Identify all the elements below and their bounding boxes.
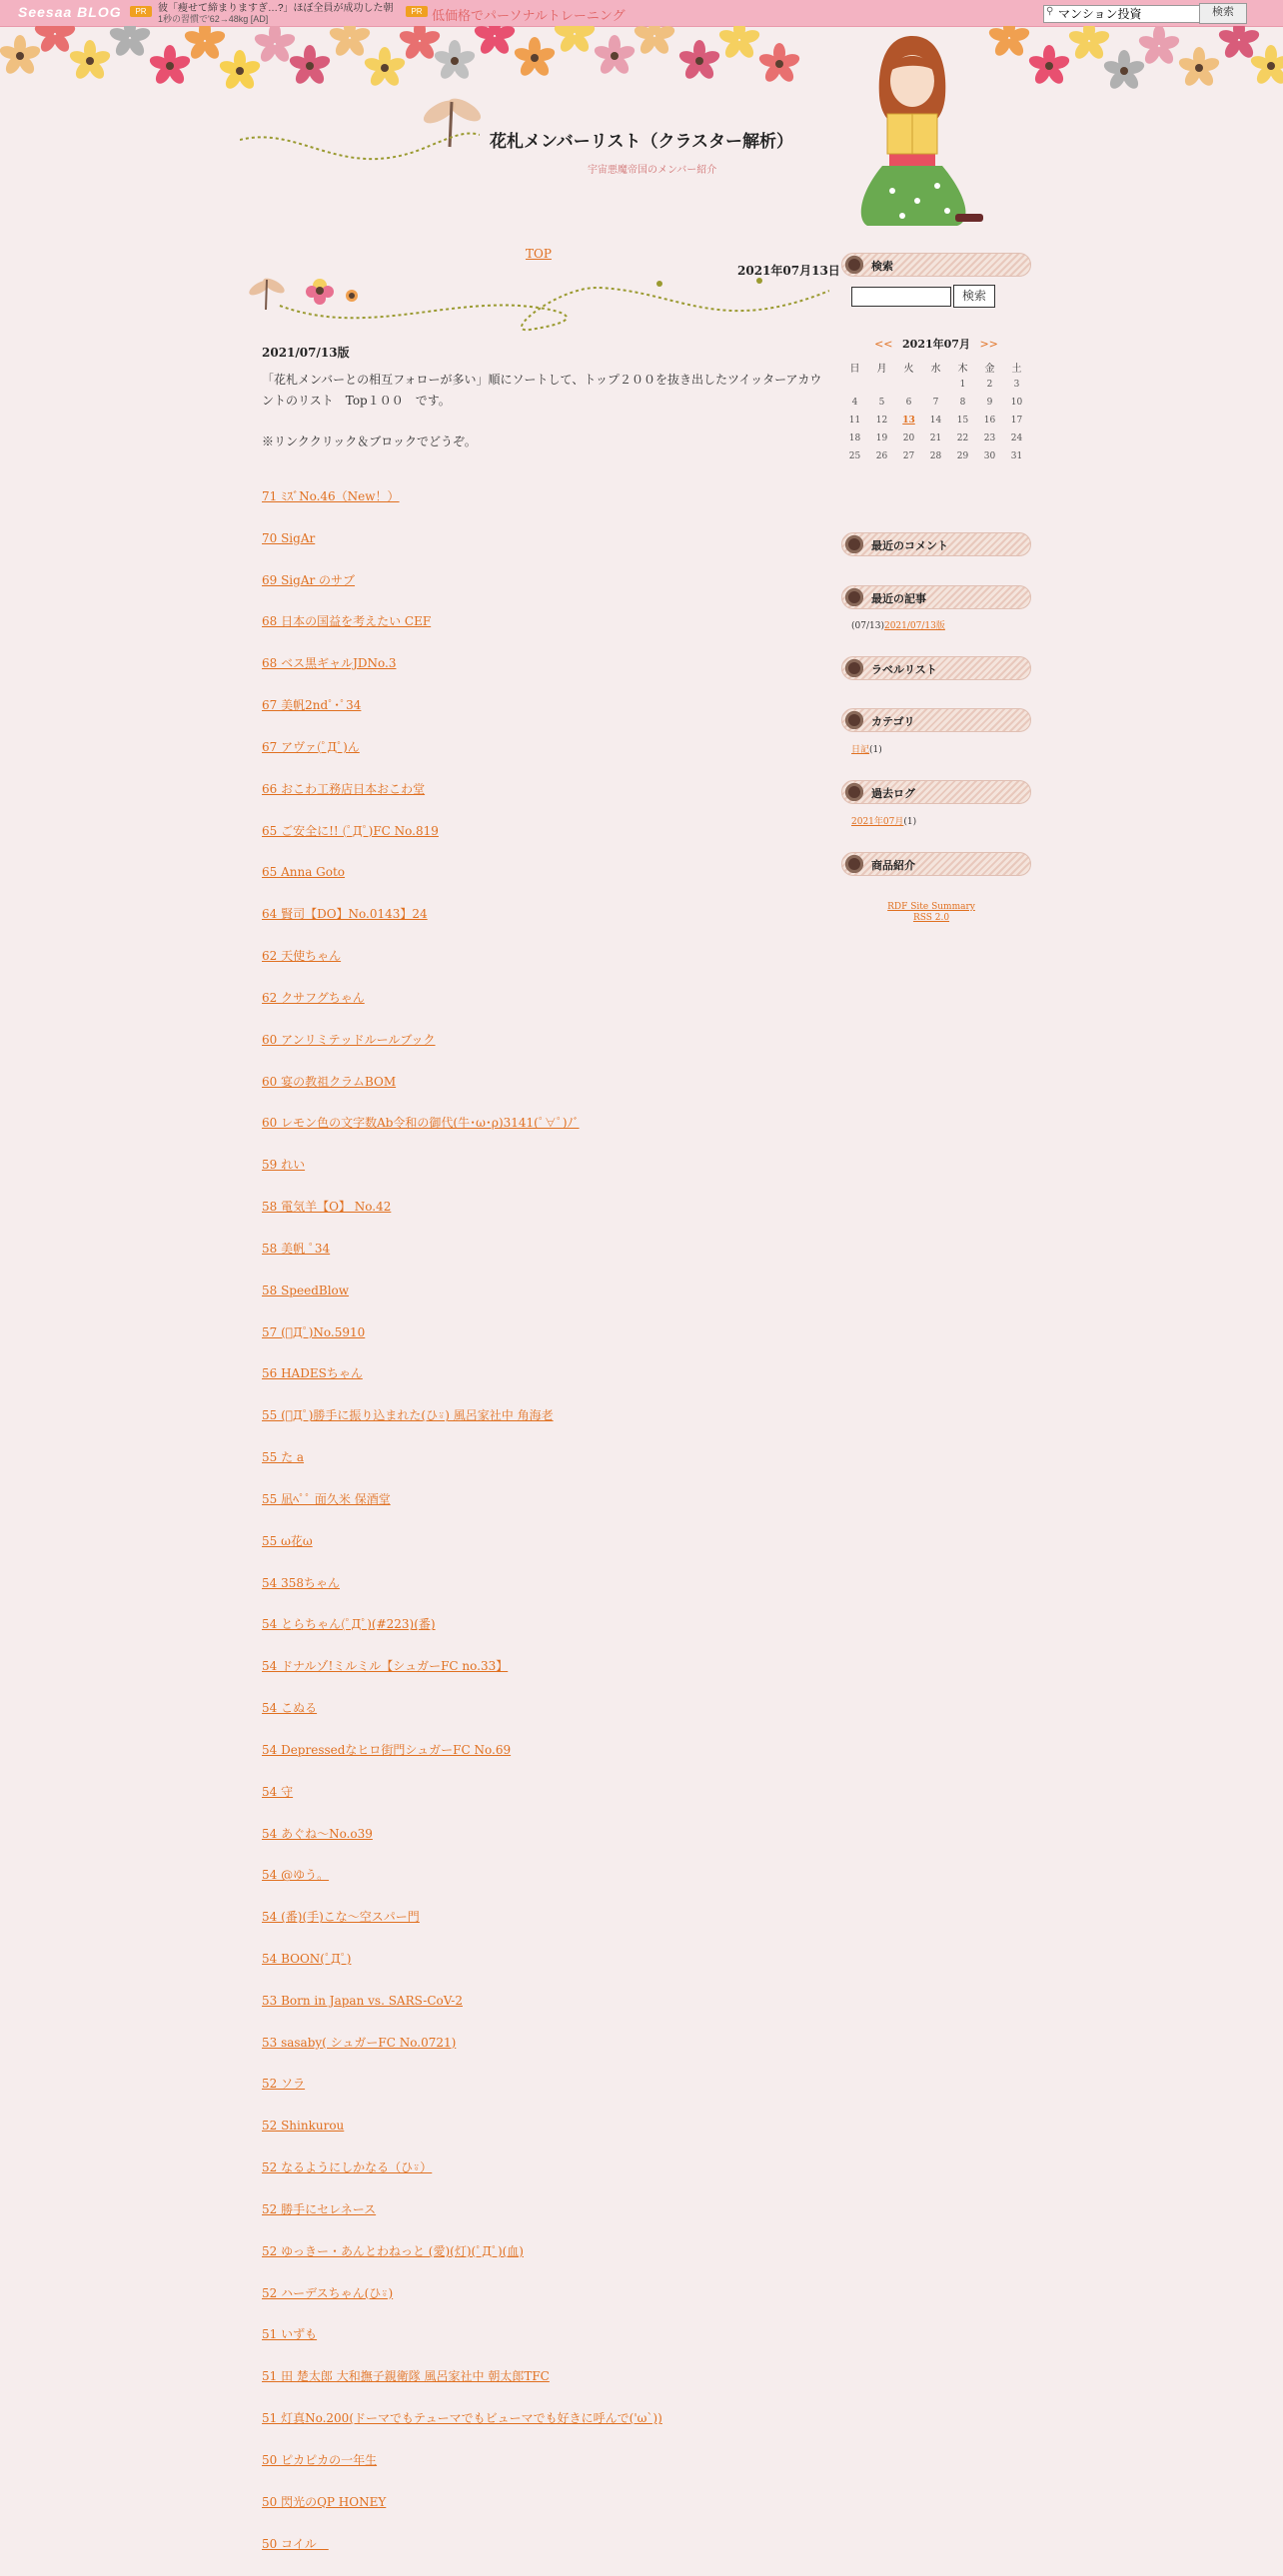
member-account-link[interactable]: 67 美帆2ndﾟ･ﾟ34 xyxy=(262,698,362,713)
member-account-link[interactable]: 54 BOON(ﾟДﾟ) xyxy=(262,1951,352,1966)
member-rank-item xyxy=(262,654,662,696)
member-account-link[interactable]: 62 天使ちゃん xyxy=(262,949,342,964)
calendar-day: 10 xyxy=(1010,398,1023,408)
calendar-day: 4 xyxy=(851,398,858,408)
member-rank-item xyxy=(262,2325,662,2367)
member-account-link[interactable]: 50 閃光のQP HONEY xyxy=(262,2494,387,2509)
member-rank-item xyxy=(262,1825,662,1867)
member-account-link[interactable]: 54 @ゆう。 xyxy=(262,1868,330,1883)
member-rank-item xyxy=(262,1406,662,1448)
calendar-day: 22 xyxy=(956,433,969,443)
calendar-day: 20 xyxy=(902,433,915,443)
bullet-icon xyxy=(845,588,863,606)
member-rank-item xyxy=(262,2451,662,2493)
ad-pr-tag: PR xyxy=(130,6,152,17)
member-account-link[interactable]: 54 こぬる xyxy=(262,1701,318,1716)
member-account-link[interactable]: 71 ﾐｽﾞNo.46（New！） xyxy=(262,489,400,503)
post-instruction-text: ※リンククリック＆ブロックでどうぞ。 xyxy=(262,434,477,448)
member-rank-item xyxy=(262,1031,662,1073)
member-account-link[interactable]: 68 日本の国益を考えたい CEF xyxy=(262,614,432,629)
calendar-week-row xyxy=(841,394,1030,412)
calendar xyxy=(841,358,1030,465)
calendar-header xyxy=(841,336,1031,352)
ad-link-personal-training[interactable]: 低価格でパーソナルトレーニング xyxy=(432,8,626,23)
member-account-link[interactable]: 54 守 xyxy=(262,1784,294,1799)
member-account-link[interactable]: 62 クサフグちゃん xyxy=(262,990,365,1005)
blog-description: 宇宙悪魔帝国のメンバー紹介 xyxy=(588,165,717,176)
member-rank-item xyxy=(262,529,662,571)
member-rank-item xyxy=(262,2409,662,2451)
member-account-link[interactable]: 54 あぐね～No.o39 xyxy=(262,1826,373,1841)
member-rank-item xyxy=(262,1699,662,1741)
member-rank-item xyxy=(262,822,662,864)
archive-item xyxy=(851,814,916,827)
sidebar-heading-labels: ラベルリスト xyxy=(841,656,1031,680)
member-rank-item xyxy=(262,2242,662,2284)
member-rank-item xyxy=(262,2493,662,2535)
member-rank-item xyxy=(262,947,662,989)
calendar-day: 29 xyxy=(956,451,969,461)
member-rank-item xyxy=(262,2535,662,2576)
member-rank-item xyxy=(262,1198,662,1240)
member-account-link[interactable]: 57 (ﾟДﾟ)No.5910 xyxy=(262,1324,366,1339)
member-account-link[interactable]: 50 ピカピカの一年生 xyxy=(262,2452,378,2467)
bullet-icon xyxy=(845,659,863,677)
member-account-link[interactable]: 52 ハーデスちゃん(ひ⍤) xyxy=(262,2285,394,2300)
member-rank-item xyxy=(262,1532,662,1574)
member-account-link[interactable]: 52 ソラ xyxy=(262,2077,306,2092)
calendar-day: 21 xyxy=(929,433,942,443)
member-account-link[interactable]: 54 ドナルゾ!ミルミル【シュガーFC no.33】 xyxy=(262,1659,509,1674)
member-rank-list xyxy=(262,487,662,2576)
category-link[interactable]: 日記 xyxy=(851,745,870,755)
vine-divider-decoration xyxy=(240,266,829,341)
member-rank-item xyxy=(262,905,662,947)
calendar-day xyxy=(922,376,949,394)
member-account-link[interactable]: 68 ベス黒ギャルJDNo.3 xyxy=(262,656,397,671)
calendar-weekday: 日 xyxy=(849,363,860,375)
calendar-day: 1 xyxy=(959,380,966,390)
calendar-day: 7 xyxy=(932,398,939,408)
category-count: (1) xyxy=(869,745,882,755)
member-rank-item xyxy=(262,1323,662,1365)
sidebar-search-input[interactable] xyxy=(851,287,951,307)
calendar-day: 19 xyxy=(875,433,888,443)
bullet-icon xyxy=(845,535,863,553)
member-account-link[interactable]: 54 とらちゃん(ﾟДﾟ)(#223)(番) xyxy=(262,1617,436,1632)
calendar-day: 28 xyxy=(929,451,942,461)
recent-post-date: (07/13) xyxy=(851,621,884,631)
bullet-icon xyxy=(845,855,863,873)
member-rank-item xyxy=(262,1282,662,1323)
member-account-link[interactable]: 55 た a xyxy=(262,1450,305,1465)
member-rank-item xyxy=(262,1073,662,1115)
calendar-day: 8 xyxy=(959,398,966,408)
calendar-weekday: 水 xyxy=(930,363,941,375)
sidebar-heading-search: 検索 xyxy=(841,253,1031,277)
member-account-link[interactable]: 55 ω花ω xyxy=(262,1533,313,1548)
search-icon: ⚲ xyxy=(1046,6,1054,17)
member-account-link[interactable]: 55 凪ﾍﾟﾟ 面久米 保酒堂 xyxy=(262,1491,391,1506)
member-account-link[interactable]: 52 勝手にセレネース xyxy=(262,2201,377,2216)
member-account-link[interactable]: 60 レモン色の文字数Ab令和の御代(牛･ω･ρ)3141(ﾟ∀ﾟ)ﾉﾞ xyxy=(262,1116,580,1131)
member-rank-item xyxy=(262,1490,662,1532)
top-search-button[interactable]: 検索 xyxy=(1199,3,1247,24)
top-link[interactable]: TOP xyxy=(526,247,552,261)
calendar-day: 12 xyxy=(875,416,888,426)
member-account-link[interactable]: 53 Born in Japan vs. SARS-CoV-2 xyxy=(262,1993,463,2008)
member-account-link[interactable]: 51 灯真No.200(ドーマでもテューマでもビューマでも好きに呼んで('ω`)) xyxy=(262,2411,662,2426)
member-account-link[interactable]: 65 Anna Goto xyxy=(262,865,346,880)
member-account-link[interactable]: 51 いずも xyxy=(262,2327,318,2342)
member-rank-item xyxy=(262,2367,662,2409)
ad-banner-text[interactable] xyxy=(158,3,398,25)
member-rank-item xyxy=(262,2158,662,2200)
calendar-weekday: 火 xyxy=(903,363,914,375)
calendar-day: 24 xyxy=(1010,433,1023,443)
calendar-day: 2 xyxy=(986,380,993,390)
member-rank-item xyxy=(262,1240,662,1282)
seesaa-logo[interactable]: Seesaa BLOG xyxy=(18,4,122,20)
member-account-link[interactable]: 51 田 楚太郎 大和撫子親衛隊 風呂家社中 朝太郎TFC xyxy=(262,2369,550,2384)
member-account-link[interactable]: 52 ゆっきー・あんとわねっと (愛)(灯)(ﾟДﾟ)(血) xyxy=(262,2243,524,2258)
recent-post-link[interactable]: 2021/07/13版 xyxy=(883,621,945,631)
member-rank-item xyxy=(262,780,662,822)
calendar-day xyxy=(895,376,922,394)
calendar-day: 26 xyxy=(875,451,888,461)
calendar-day-link[interactable]: 13 xyxy=(902,416,915,426)
member-account-link[interactable]: 65 ご安全に!! (ﾟДﾟ)FC No.819 xyxy=(262,823,439,838)
member-rank-item xyxy=(262,571,662,613)
archive-count: (1) xyxy=(903,817,917,827)
ad-pr-tag-2: PR xyxy=(406,6,428,17)
member-account-link[interactable]: 69 SigAr のサブ xyxy=(262,572,356,587)
category-item xyxy=(851,742,882,755)
member-rank-item xyxy=(262,2075,662,2117)
top-search-form xyxy=(1043,3,1234,23)
member-account-link[interactable]: 52 なるようにしかなる（ひ⍤） xyxy=(262,2160,433,2175)
calendar-week-row xyxy=(841,429,1030,447)
member-rank-item xyxy=(262,2117,662,2158)
member-account-link[interactable]: 58 SpeedBlow xyxy=(262,1283,350,1297)
member-account-link[interactable]: 55 (ﾟДﾟ)勝手に振り込まれた(ひ⍤) 風呂家社中 角海老 xyxy=(262,1408,554,1423)
archive-link[interactable]: 2021年07月 xyxy=(851,817,904,827)
calendar-weekday: 月 xyxy=(876,363,887,375)
calendar-day: 18 xyxy=(848,433,861,443)
top-search-input[interactable] xyxy=(1043,5,1209,23)
calendar-weekday-row xyxy=(841,358,1030,376)
calendar-day: 5 xyxy=(878,398,885,408)
rdf-link[interactable]: RDF Site Summary xyxy=(887,902,975,912)
rss-link[interactable]: RSS 2.0 xyxy=(912,913,950,923)
member-rank-item xyxy=(262,1908,662,1950)
member-account-link[interactable]: 70 SigAr xyxy=(262,530,316,545)
sidebar-heading-products: 商品紹介 xyxy=(841,852,1031,876)
member-rank-item xyxy=(262,1992,662,2034)
sidebar-search-button[interactable]: 検索 xyxy=(953,285,995,308)
calendar-weekday: 木 xyxy=(957,363,968,375)
calendar-day: 16 xyxy=(983,416,996,426)
sidebar-heading-archive: 過去ログ xyxy=(841,780,1031,804)
member-account-link[interactable]: 60 アンリミテッドルールブック xyxy=(262,1032,436,1047)
member-rank-item xyxy=(262,1448,662,1490)
seesaa-top-bar xyxy=(0,0,1283,27)
sidebar-heading-recent-comments: 最近のコメント xyxy=(841,532,1031,556)
member-rank-item xyxy=(262,2034,662,2076)
sidebar-heading-recent-posts: 最近の記事 xyxy=(841,585,1031,609)
blog-title[interactable]: 花札メンバーリスト（クラスター解析） xyxy=(490,132,793,152)
calendar-day: 6 xyxy=(905,398,912,408)
calendar-day: 17 xyxy=(1010,416,1023,426)
member-rank-item xyxy=(262,1741,662,1783)
member-account-link[interactable]: 52 Shinkurou xyxy=(262,2119,345,2134)
member-rank-item xyxy=(262,1657,662,1699)
member-account-link[interactable]: 50 コイル xyxy=(262,2536,329,2551)
member-rank-item xyxy=(262,1615,662,1657)
member-account-link[interactable]: 53 sasaby( シュガーFC No.0721) xyxy=(262,2035,457,2050)
member-rank-item xyxy=(262,738,662,780)
member-account-link[interactable]: 54 (番)(手)こな～空スパー門 xyxy=(262,1910,420,1925)
reading-girl-illustration xyxy=(837,26,987,236)
member-rank-item xyxy=(262,1783,662,1825)
calendar-day: 30 xyxy=(983,451,996,461)
calendar-weekday: 金 xyxy=(984,363,995,375)
member-rank-item xyxy=(262,1574,662,1616)
calendar-day: 11 xyxy=(848,416,861,426)
member-account-link[interactable]: 54 358ちゃん xyxy=(262,1575,340,1590)
calendar-week-row xyxy=(841,376,1030,394)
recent-post-item xyxy=(851,618,945,631)
member-account-link[interactable]: 67 アヴァ(ﾟДﾟ)ん xyxy=(262,739,360,754)
member-rank-item xyxy=(262,487,662,529)
calendar-next-link[interactable]: >> xyxy=(979,338,998,351)
member-account-link[interactable]: 54 Depressedなヒロ街門シュガーFC No.69 xyxy=(262,1742,512,1757)
feed-links xyxy=(841,902,1021,924)
member-rank-item xyxy=(262,1114,662,1156)
member-account-link[interactable]: 64 賢司【DO】No.0143】24 xyxy=(262,907,428,922)
bullet-icon xyxy=(845,256,863,274)
ad-subtitle[interactable]: 1秒の習慣で'62→48kg [AD] xyxy=(158,14,269,24)
ad-title[interactable]: 彼「痩せて締まりますぎ…?」ほぼ全員が成功した朝 xyxy=(158,3,394,14)
member-rank-item xyxy=(262,1866,662,1908)
calendar-day xyxy=(841,376,868,394)
post-title: 2021/07/13版 xyxy=(262,346,350,360)
post-date: 2021年07月13日 xyxy=(737,264,840,278)
calendar-prev-link[interactable]: << xyxy=(874,338,893,351)
member-account-link[interactable]: 66 おこわ工務店日本おこわ堂 xyxy=(262,781,426,796)
calendar-day: 27 xyxy=(902,451,915,461)
member-account-link[interactable]: 58 電気羊【O】 No.42 xyxy=(262,1200,392,1215)
calendar-day: 14 xyxy=(929,416,942,426)
member-rank-item xyxy=(262,2284,662,2326)
flower-border-decoration xyxy=(0,26,1283,116)
member-account-link[interactable]: 58 美帆 ﾟ34 xyxy=(262,1241,331,1256)
calendar-day: 31 xyxy=(1010,451,1023,461)
bullet-icon xyxy=(845,711,863,729)
member-rank-item xyxy=(262,989,662,1031)
calendar-day: 3 xyxy=(1013,380,1020,390)
calendar-week-row xyxy=(841,412,1030,429)
calendar-day: 9 xyxy=(986,398,993,408)
member-rank-item xyxy=(262,696,662,738)
post-intro-text: 「花札メンバーとの相互フォローが多い」順にソートして、トップ２００を抜き出したツイッターアカウントのリスト Top１００ です。 xyxy=(262,373,822,408)
member-account-link[interactable]: 56 HADESちゃん xyxy=(262,1366,363,1381)
member-rank-item xyxy=(262,1950,662,1992)
calendar-weekday: 土 xyxy=(1011,363,1022,375)
member-account-link[interactable]: 59 れい xyxy=(262,1158,306,1173)
calendar-day: 23 xyxy=(983,433,996,443)
sidebar-heading-category: カテゴリ xyxy=(841,708,1031,732)
calendar-week-row xyxy=(841,447,1030,465)
member-account-link[interactable]: 60 宴の教祖クラムBOM xyxy=(262,1074,397,1089)
calendar-day: 15 xyxy=(956,416,969,426)
member-rank-item xyxy=(262,2200,662,2242)
member-rank-item xyxy=(262,612,662,654)
calendar-day: 25 xyxy=(848,451,861,461)
member-rank-item xyxy=(262,863,662,905)
calendar-day xyxy=(868,376,895,394)
vine-decoration xyxy=(240,120,480,170)
calendar-month: 2021年07月 xyxy=(902,338,970,351)
bullet-icon xyxy=(845,783,863,801)
member-rank-item xyxy=(262,1156,662,1198)
member-rank-item xyxy=(262,1364,662,1406)
